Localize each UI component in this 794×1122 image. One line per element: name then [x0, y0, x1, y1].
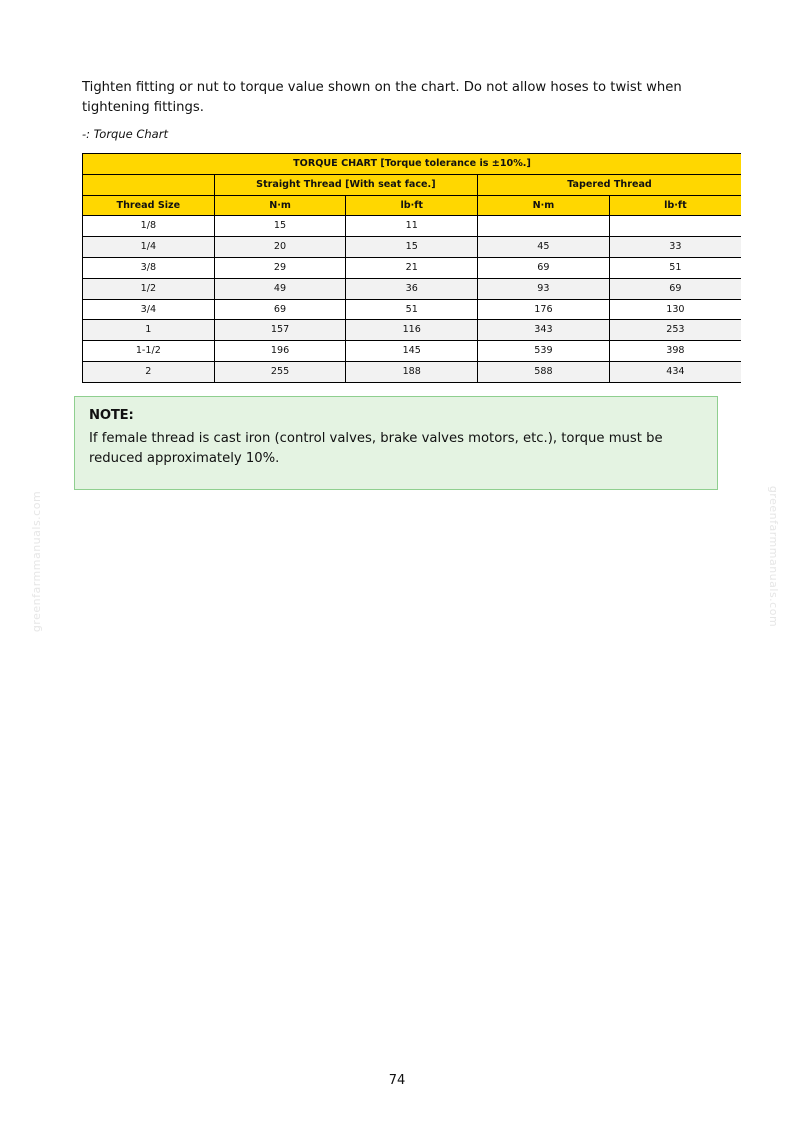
table-cell: 45	[478, 237, 610, 258]
intro-paragraph: Tighten fitting or nut to torque value shown on the chart. Do not allow hoses to twist when tightening fittings.	[82, 80, 682, 115]
table-row	[83, 216, 742, 237]
note-body: If female thread is cast iron (control valves, brake valves motors, etc.), torque must be reduced approximately 10%.	[89, 431, 663, 466]
watermark-right: greenfarmmanuals.com	[767, 485, 781, 628]
table-cell: 1	[83, 320, 215, 341]
table-row	[83, 237, 742, 258]
table-row	[83, 320, 742, 341]
table-cell	[609, 216, 741, 237]
table-cell: 69	[609, 278, 741, 299]
table-row	[83, 341, 742, 362]
table-cell: 21	[346, 257, 478, 278]
table-cell: 588	[478, 361, 610, 382]
torque-chart-table	[82, 153, 741, 383]
watermark-left: greenfarmmanuals.com	[30, 490, 44, 633]
note-title: NOTE:	[89, 408, 134, 423]
table-row	[83, 361, 742, 382]
table-cell: 434	[609, 361, 741, 382]
table-cell: 33	[609, 237, 741, 258]
group-header-blank	[83, 174, 215, 195]
table-caption: -: Torque Chart	[82, 127, 168, 141]
table-title: TORQUE CHART [Torque tolerance is ±10%.]	[83, 154, 742, 175]
table-cell: 15	[214, 216, 346, 237]
table-cell: 49	[214, 278, 346, 299]
table-cell: 1/2	[83, 278, 215, 299]
group-header-straight-thread: Straight Thread [With seat face.]	[214, 174, 477, 195]
group-header-tapered-thread: Tapered Thread	[478, 174, 741, 195]
table-cell: 196	[214, 341, 346, 362]
table-cell: 15	[346, 237, 478, 258]
table-cell: 29	[214, 257, 346, 278]
table-cell: 157	[214, 320, 346, 341]
table-cell: 255	[214, 361, 346, 382]
table-cell: 130	[609, 299, 741, 320]
table-cell: 398	[609, 341, 741, 362]
table-cell: 69	[478, 257, 610, 278]
column-header-tapered-nm: N·m	[478, 195, 610, 216]
column-header-thread-size: Thread Size	[83, 195, 215, 216]
table-cell: 343	[478, 320, 610, 341]
table-cell: 145	[346, 341, 478, 362]
table-cell: 1/4	[83, 237, 215, 258]
table-cell: 51	[609, 257, 741, 278]
table-cell: 539	[478, 341, 610, 362]
column-header-straight-lbft: lb·ft	[346, 195, 478, 216]
table-cell: 1-1/2	[83, 341, 215, 362]
table-row	[83, 278, 742, 299]
table-cell: 188	[346, 361, 478, 382]
column-header-tapered-lbft: lb·ft	[609, 195, 741, 216]
page-number: 74	[388, 1073, 406, 1088]
table-cell: 36	[346, 278, 478, 299]
table-cell: 20	[214, 237, 346, 258]
table-cell: 93	[478, 278, 610, 299]
table-cell: 1/8	[83, 216, 215, 237]
table-cell: 69	[214, 299, 346, 320]
table-cell: 51	[346, 299, 478, 320]
table-row	[83, 257, 742, 278]
table-cell: 176	[478, 299, 610, 320]
table-cell: 253	[609, 320, 741, 341]
table-cell: 2	[83, 361, 215, 382]
column-header-straight-nm: N·m	[214, 195, 346, 216]
table-cell	[478, 216, 610, 237]
table-cell: 3/4	[83, 299, 215, 320]
table-cell: 116	[346, 320, 478, 341]
table-cell: 11	[346, 216, 478, 237]
note-box	[74, 396, 718, 490]
table-cell: 3/8	[83, 257, 215, 278]
table-row	[83, 299, 742, 320]
